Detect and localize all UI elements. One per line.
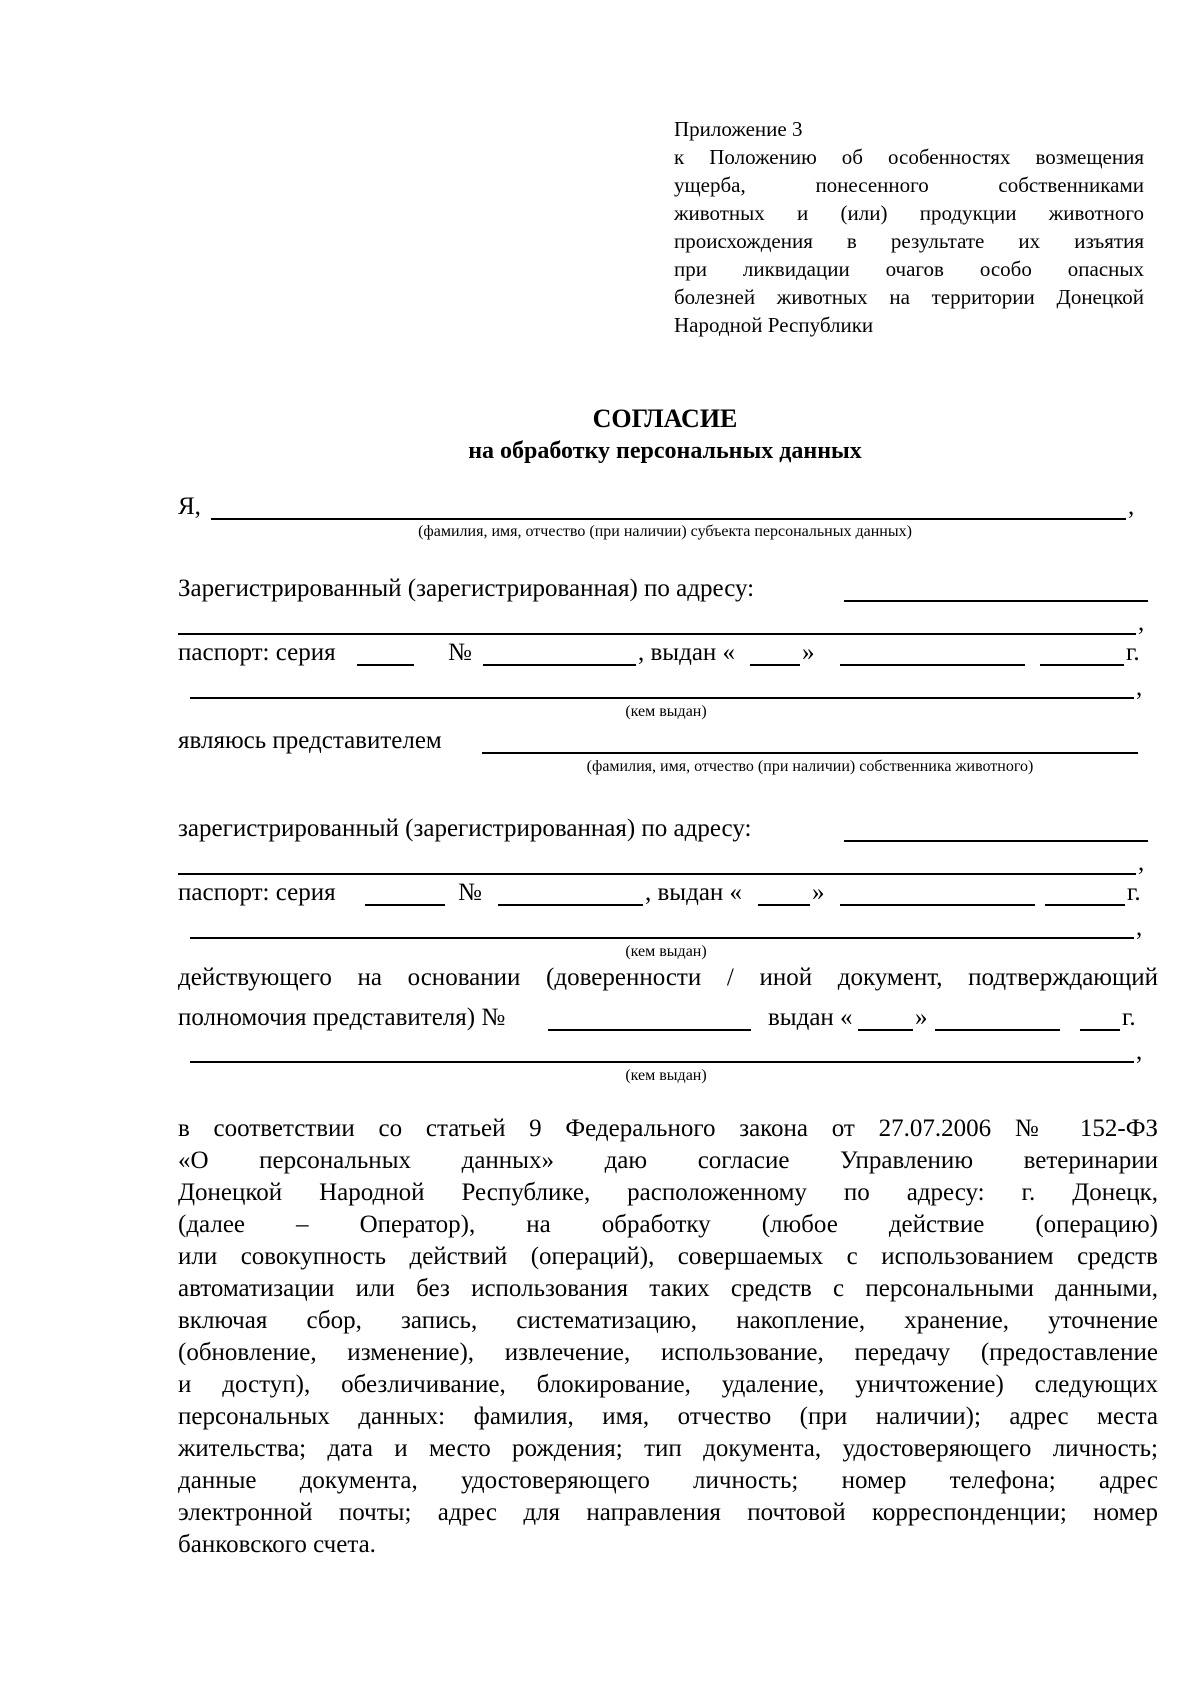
consent-line: в соответствии со статьей 9 Федерального закона от 27.07.2006 № 152-ФЗ	[178, 1115, 1158, 1142]
representative-issue-year-field[interactable]	[1045, 904, 1125, 906]
subject-issued-by-field[interactable]	[190, 697, 1134, 699]
number-sign: №	[448, 639, 472, 666]
comma: ,	[1136, 674, 1143, 701]
consent-line: «О персональных данных» даю согласие Управлению ветеринарии	[178, 1147, 1158, 1174]
subject-issue-year-field[interactable]	[1040, 664, 1124, 666]
annex-line: животных и (или) продукции животного	[674, 201, 1144, 225]
representative-address-field[interactable]	[844, 840, 1148, 842]
comma: ,	[1136, 914, 1143, 941]
year-suffix: г.	[1126, 639, 1140, 666]
consent-line: автоматизации или без использования таких средств с персональными данными,	[178, 1275, 1158, 1302]
consent-line: и доступ), обезличивание, блокирование, удаление, уничтожение) следующих	[178, 1371, 1158, 1398]
basis-issue-year-field[interactable]	[1080, 1029, 1120, 1031]
subject-name-caption: (фамилия, имя, отчество (при наличии) субъекта персональных данных)	[418, 523, 912, 540]
owner-name-field[interactable]	[482, 752, 1138, 754]
issued-label: , выдан «	[645, 879, 743, 906]
year-suffix: г.	[1127, 879, 1141, 906]
quote-close: »	[812, 879, 825, 906]
representative-label: являюсь представителем	[178, 727, 442, 754]
consent-line: Донецкой Народной Республике, расположенному по адресу: г. Донецк,	[178, 1179, 1158, 1206]
year-suffix: г.	[1122, 1004, 1136, 1031]
annex-line: Народной Республики	[674, 313, 874, 337]
consent-line: жительства; дата и место рождения; тип документа, удостоверяющего личность;	[178, 1435, 1158, 1462]
quote-close: »	[802, 639, 815, 666]
owner-name-caption: (фамилия, имя, отчество (при наличии) собственника животного)	[586, 758, 1034, 775]
consent-line: электронной почты; адрес для направления почтовой корреспонденции; номер	[178, 1499, 1158, 1526]
representative-passport-number-field[interactable]	[498, 904, 643, 906]
consent-line: персональных данных: фамилия, имя, отчество (при наличии); адрес места	[178, 1403, 1158, 1430]
quote-close: »	[915, 1004, 928, 1031]
subject-prefix: Я,	[178, 493, 201, 520]
annex-line: ущерба, понесенного собственниками	[674, 173, 1144, 197]
consent-line: банковского счета.	[178, 1531, 376, 1558]
number-sign: №	[458, 879, 482, 906]
subject-address-field-2[interactable]	[178, 633, 1136, 635]
basis-line-2: полномочия представителя) №	[178, 1004, 506, 1031]
annex-header	[674, 115, 1144, 339]
subject-address-label: Зарегистрированный (зарегистрированная) по адресу:	[178, 575, 755, 602]
consent-line: (обновление, изменение), извлечение, использование, передачу (предоставление	[178, 1339, 1158, 1366]
basis-section	[178, 962, 1158, 996]
basis-line-1: действующего на основании (доверенности / иной документ, подтверждающий	[178, 964, 1158, 991]
consent-line: включая сбор, запись, систематизацию, накопление, хранение, уточнение	[178, 1307, 1158, 1334]
comma: ,	[1136, 1038, 1143, 1065]
subject-passport-number-field[interactable]	[483, 664, 636, 666]
subject-issue-month-field[interactable]	[840, 664, 1025, 666]
issued-by-caption: (кем выдан)	[625, 703, 707, 720]
representative-address-field-2[interactable]	[178, 873, 1136, 875]
representative-passport-label: паспорт: серия	[178, 879, 336, 906]
issued-by-caption: (кем выдан)	[625, 1067, 707, 1084]
document-title: СОГЛАСИЕ	[592, 404, 738, 433]
subject-name-field[interactable]	[211, 518, 1126, 520]
document-subtitle: на обработку персональных данных	[468, 438, 862, 464]
annex-line: Приложение 3	[674, 117, 803, 141]
subject-passport-label: паспорт: серия	[178, 639, 336, 666]
representative-issued-by-field[interactable]	[190, 937, 1134, 939]
subject-passport-series-field[interactable]	[357, 664, 414, 666]
comma: ,	[1138, 849, 1145, 876]
representative-issue-day-field[interactable]	[758, 904, 810, 906]
comma: ,	[1128, 493, 1135, 520]
issued-by-caption: (кем выдан)	[625, 943, 707, 960]
consent-line: (далее – Оператор), на обработку (любое действие (операцию)	[178, 1211, 1158, 1238]
annex-line: болезней животных на территории Донецкой	[674, 285, 1144, 309]
consent-line: или совокупность действий (операций), совершаемых с использованием средств	[178, 1243, 1158, 1270]
basis-issue-month-field[interactable]	[935, 1029, 1060, 1031]
annex-line: при ликвидации очагов особо опасных	[674, 257, 1144, 281]
annex-line: происхождения в результате их изъятия	[674, 229, 1144, 253]
basis-issued-label: выдан «	[768, 1004, 853, 1031]
annex-line: к Положению об особенностях возмещения	[674, 145, 1144, 169]
issued-label: , выдан «	[638, 639, 736, 666]
subject-address-field[interactable]	[844, 600, 1148, 602]
basis-document-number-field[interactable]	[548, 1029, 751, 1031]
consent-line: данные документа, удостоверяющего личность; номер телефона; адрес	[178, 1467, 1158, 1494]
basis-issued-by-field[interactable]	[190, 1061, 1134, 1063]
consent-paragraph	[178, 1113, 1158, 1561]
comma: ,	[1138, 609, 1145, 636]
representative-address-label: зарегистрированный (зарегистрированная) по адресу:	[178, 815, 752, 842]
representative-issue-month-field[interactable]	[840, 904, 1035, 906]
representative-passport-series-field[interactable]	[365, 904, 445, 906]
subject-issue-day-field[interactable]	[750, 664, 800, 666]
basis-issue-day-field[interactable]	[858, 1029, 913, 1031]
